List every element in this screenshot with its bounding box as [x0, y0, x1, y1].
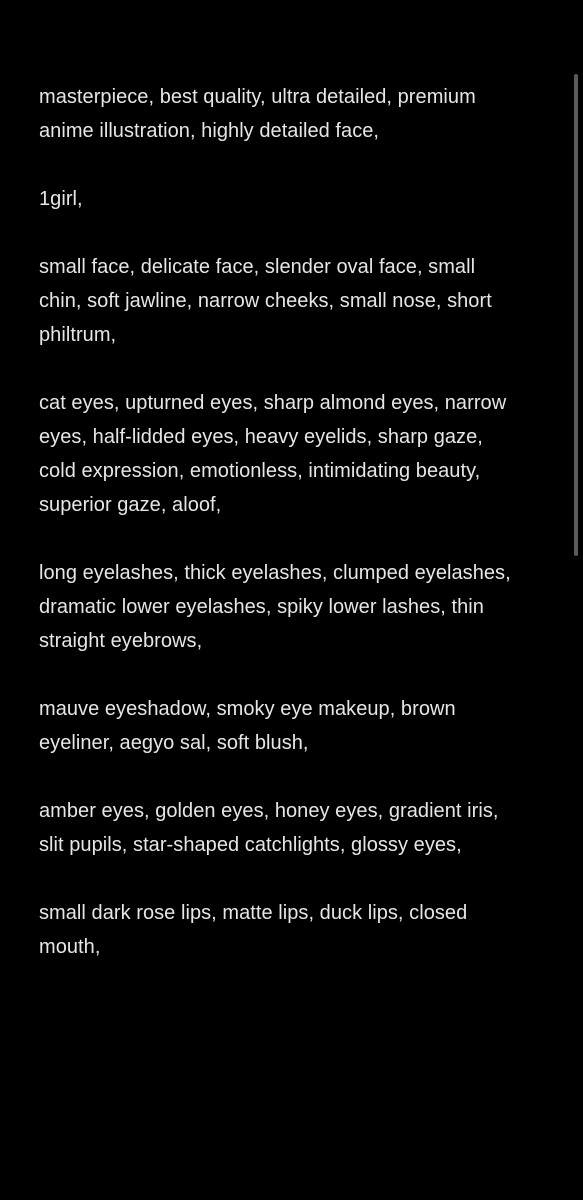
note-paragraph-subject: 1girl,	[39, 188, 83, 210]
note-paragraph-eyes: cat eyes, upturned eyes, sharp almond eyes, narrow eyes, half-lidded eyes, heavy eyelids, sharp gaze, cold expression, emotionless, intimidating beauty, superior gaze, aloof,	[39, 392, 507, 516]
note-paragraph-face: small face, delicate face, slender oval face, small chin, soft jawline, narrow cheeks, small nose, short philtrum,	[39, 256, 492, 346]
note-paragraph-makeup: mauve eyeshadow, smoky eye makeup, brown eyeliner, aegyo sal, soft blush,	[39, 698, 456, 754]
note-paragraph-quality: masterpiece, best quality, ultra detailed, premium anime illustration, highly detailed face,	[39, 86, 476, 142]
note-paragraph-iris: amber eyes, golden eyes, honey eyes, gradient iris, slit pupils, star-shaped catchlights, glossy eyes,	[39, 800, 499, 856]
note-paragraph-lashes: long eyelashes, thick eyelashes, clumped eyelashes, dramatic lower eyelashes, spiky lower lashes, thin straight eyebrows,	[39, 562, 511, 652]
note-text-body[interactable]	[39, 80, 549, 998]
note-paragraph-lips: small dark rose lips, matte lips, duck lips, closed mouth,	[39, 902, 468, 958]
scrollbar-thumb[interactable]	[574, 74, 578, 556]
vertical-scrollbar[interactable]	[574, 74, 578, 1174]
